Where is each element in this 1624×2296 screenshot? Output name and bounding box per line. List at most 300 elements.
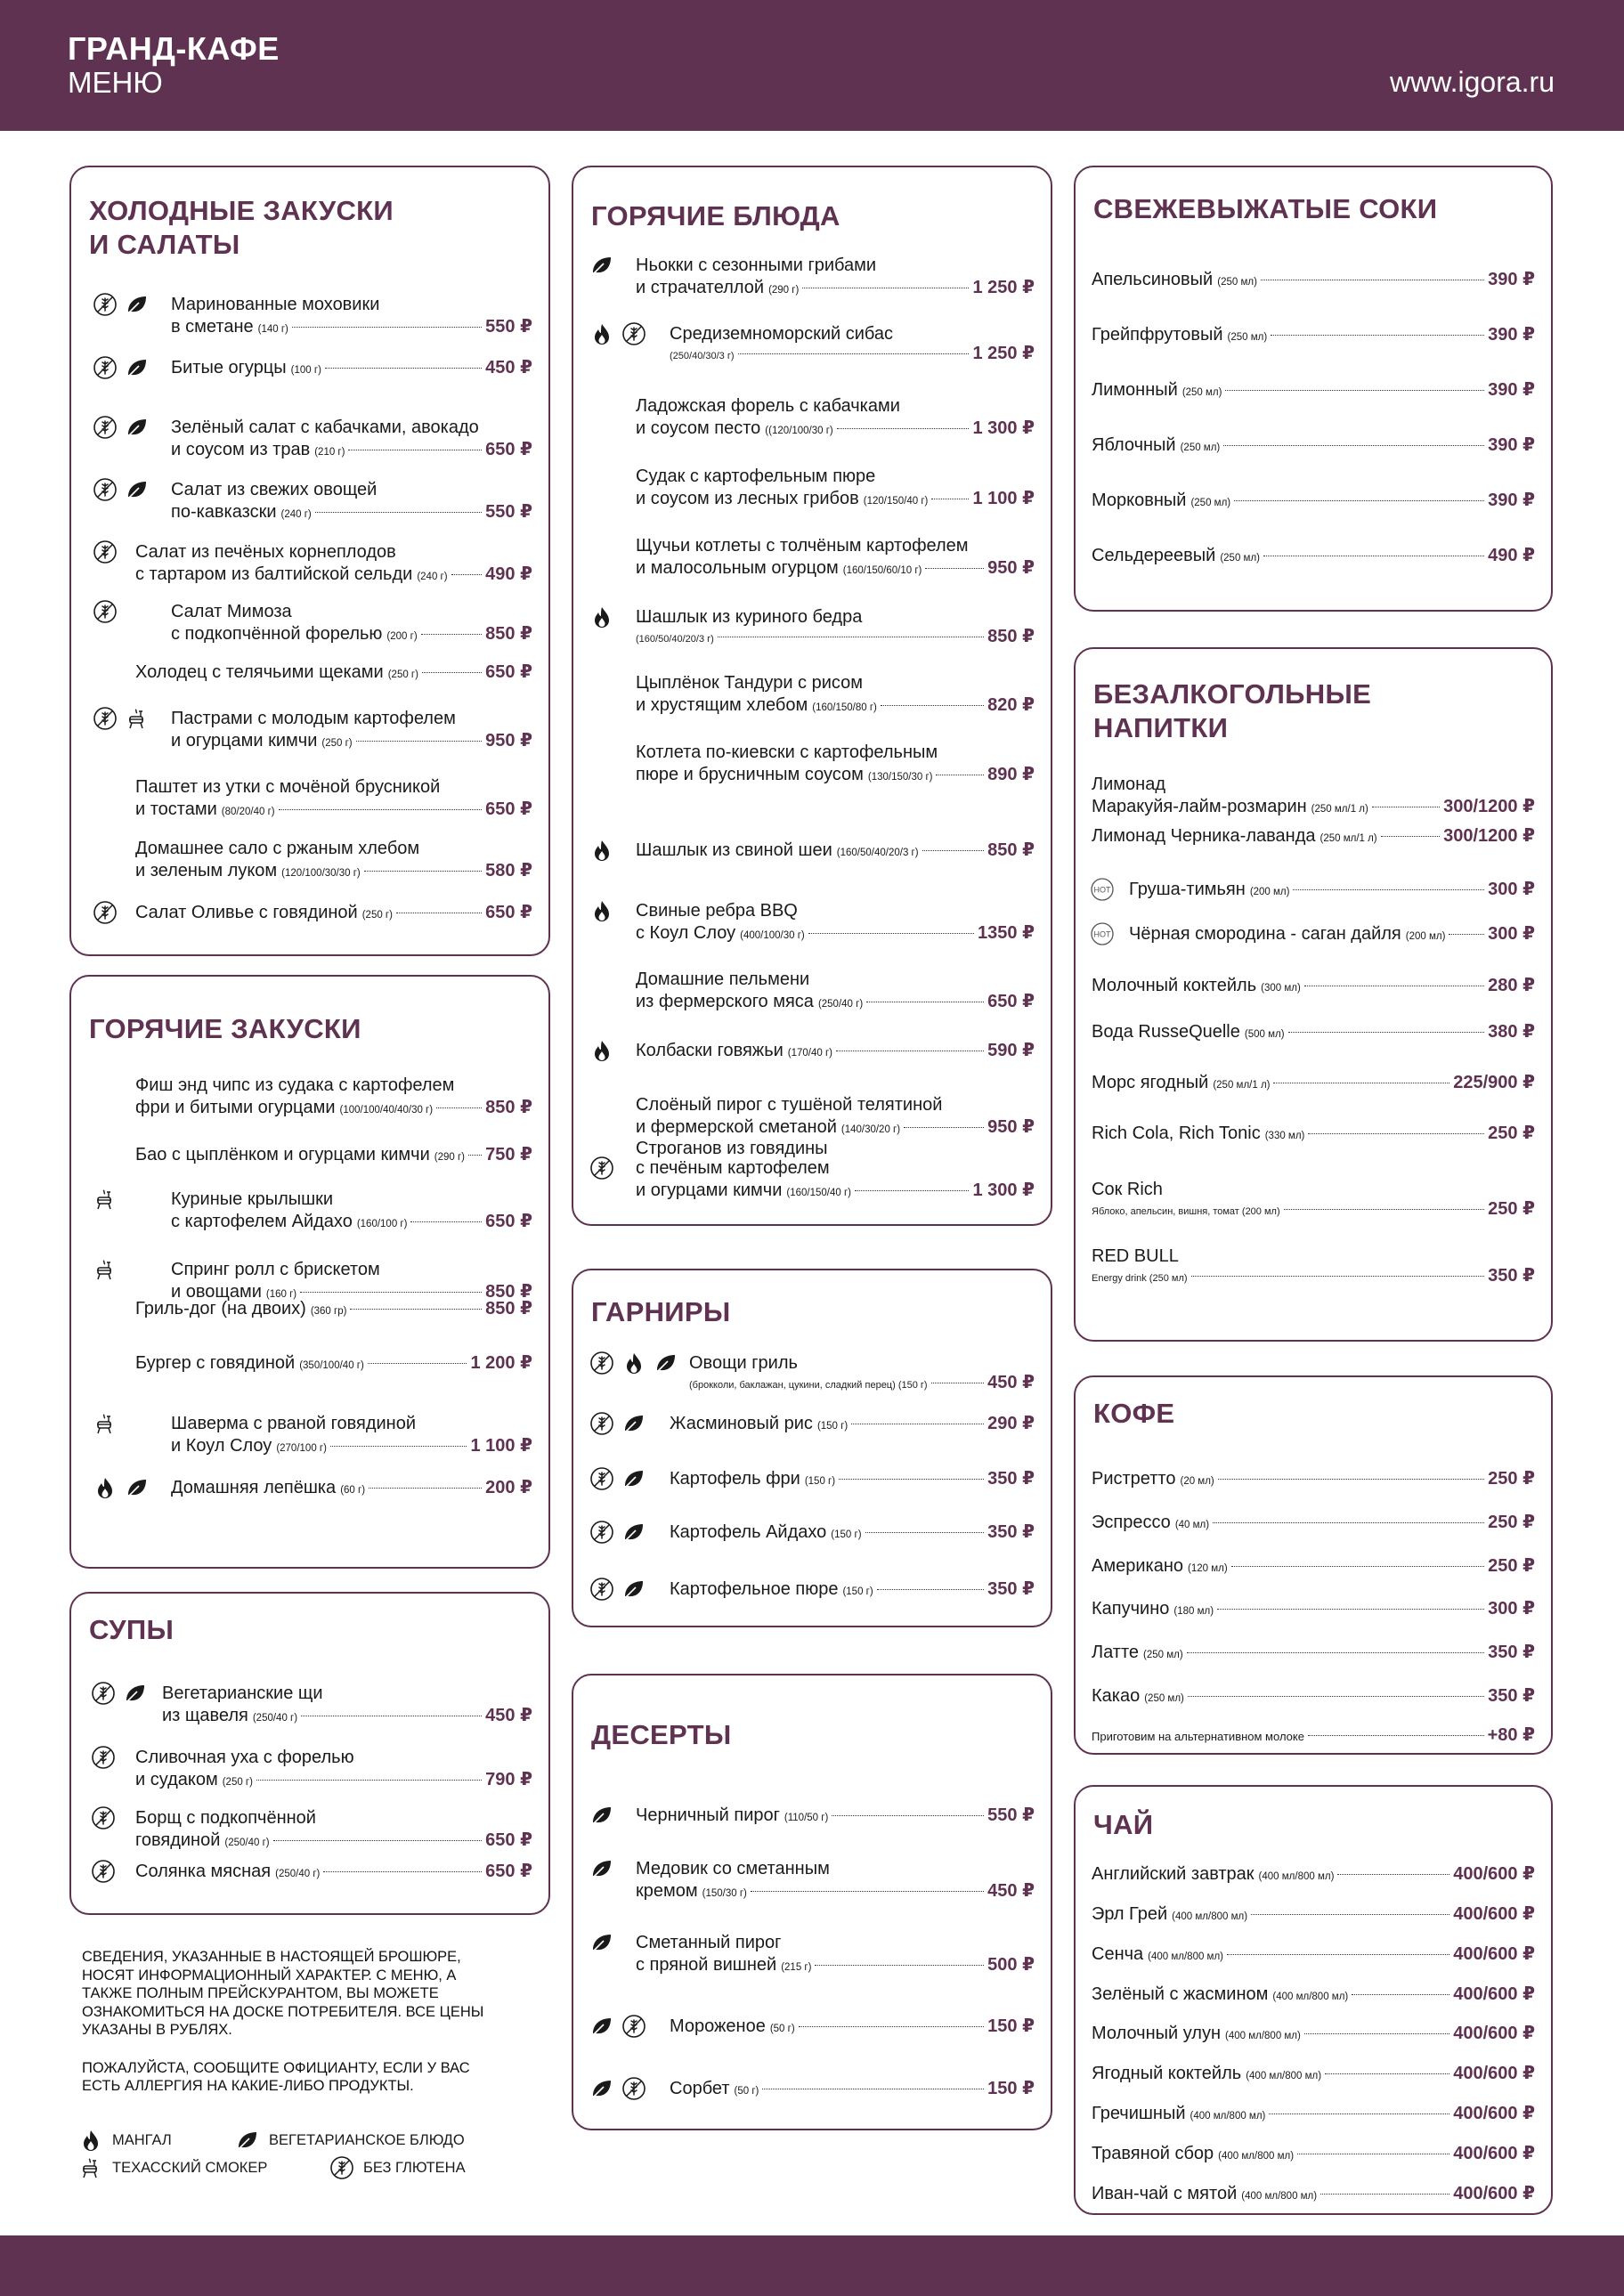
item-price-line	[670, 1521, 1035, 1546]
legend-vegetarian-label: ВЕГЕТАРИАНСКОЕ БЛЮДО	[269, 2131, 465, 2148]
item-price-line	[636, 840, 1035, 864]
item-price-line	[1092, 1903, 1535, 1927]
item-price: 290 ₽	[987, 1414, 1035, 1433]
legend-smoker	[78, 2155, 267, 2180]
dot-leader	[273, 1840, 483, 1841]
item-name: Английский завтрак	[1092, 1864, 1255, 1884]
item-price: 250 ₽	[1488, 1124, 1535, 1143]
dot-leader	[1269, 2113, 1449, 2114]
item-price: 650 ₽	[485, 1212, 532, 1231]
item-weight: (160 г)	[265, 1289, 297, 1300]
leaf-icon	[235, 2128, 260, 2153]
item-price-line	[1092, 2023, 1535, 2047]
website-link[interactable]: www.igora.ru	[1390, 66, 1555, 98]
item-weight: (400 мл/800 мл)	[1225, 2031, 1301, 2041]
item-price-line	[162, 1705, 532, 1729]
item-icons	[93, 1187, 118, 1212]
section-cold-appetizers	[69, 166, 550, 956]
dot-leader	[1188, 1696, 1484, 1697]
section-fresh-juices	[1074, 166, 1553, 612]
item-name: Лимонный	[1092, 380, 1178, 400]
item-price: 400/600 ₽	[1453, 2064, 1535, 2083]
item-name: Ягодный коктейль	[1092, 2064, 1242, 2083]
item-weight: (200 мл)	[1249, 887, 1290, 897]
item-name: Шашлык из куриного бедра	[636, 607, 863, 627]
item-name: Капучино	[1092, 1599, 1170, 1619]
gluten-free-icon	[93, 415, 118, 440]
dot-leader	[1352, 1994, 1449, 1995]
item-price: 490 ₽	[485, 564, 532, 584]
item-price-line	[636, 1954, 1035, 1978]
item-weight: (250 мл)	[1144, 1693, 1184, 1704]
item-price: 350 ₽	[1488, 1643, 1535, 1662]
item-weight: Яблоко, апельсин, вишня, томат (200 мл)	[1092, 1206, 1280, 1217]
item-price-line	[171, 1477, 532, 1501]
item-name: и соусом из лесных грибов	[636, 489, 859, 508]
item-name: Rich Cola, Rich Tonic	[1092, 1124, 1261, 1143]
item-price: 1 100 ₽	[972, 489, 1035, 508]
item-price-line	[1092, 1984, 1535, 2008]
item-icons	[589, 1156, 614, 1180]
item-price-line	[135, 902, 532, 926]
item-name: Морковный	[1092, 491, 1187, 510]
item-name-line: Строганов из говядины	[636, 1139, 828, 1158]
item-price: 1 100 ₽	[470, 1436, 532, 1456]
item-price: 850 ₽	[987, 627, 1035, 646]
item-weight: (250 г)	[387, 669, 418, 680]
item-name-line: Слоёный пирог с тушёной телятиной	[636, 1095, 943, 1115]
item-price: 850 ₽	[485, 1098, 532, 1117]
leaf-icon	[125, 415, 150, 440]
item-name: Холодец с телячьими щеками	[135, 662, 384, 682]
item-name-line: Паштет из утки с мочёной брусникой	[135, 777, 441, 797]
dot-leader	[323, 1871, 482, 1872]
dot-leader	[410, 1221, 482, 1222]
dot-leader	[368, 1363, 467, 1364]
leaf-icon	[589, 2014, 614, 2039]
item-price-line	[135, 860, 532, 884]
item-name: Гречишный	[1092, 2104, 1186, 2123]
dot-leader	[315, 512, 482, 513]
item-name-line: Лимонад	[1092, 775, 1166, 794]
item-weight: (50 г)	[769, 2024, 795, 2034]
dot-leader	[1251, 1914, 1449, 1915]
grill-icon	[78, 2128, 103, 2153]
section-title	[591, 199, 840, 233]
item-price-line	[636, 1180, 1035, 1204]
item-weight: (50 г)	[734, 2086, 759, 2097]
item-price-line	[1092, 434, 1535, 458]
svg-text:HOT: HOT	[1093, 885, 1111, 895]
item-weight: (150 г)	[842, 1586, 873, 1597]
item-name: Сельдереевый	[1092, 546, 1216, 565]
item-weight: (250 мл)	[1181, 387, 1222, 398]
item-weight: (400 мл/800 мл)	[1218, 2151, 1295, 2162]
item-weight: (160/50/40/20/3 г)	[636, 634, 714, 645]
item-price-line	[636, 694, 1035, 718]
item-name: говядиной	[135, 1830, 221, 1850]
item-name: Иван-чай с мятой	[1092, 2184, 1238, 2203]
section-title-line: И САЛАТЫ	[89, 229, 240, 260]
item-price: 1 300 ₽	[972, 1180, 1035, 1200]
item-price: 500 ₽	[987, 1955, 1035, 1975]
item-price-line	[1092, 269, 1535, 293]
svg-text:HOT: HOT	[1093, 929, 1111, 939]
item-name: Жасминовый рис	[670, 1414, 813, 1433]
item-icons	[589, 838, 614, 863]
gluten-free-icon	[589, 1156, 614, 1180]
item-price-line	[636, 1040, 1035, 1064]
item-price-line	[1092, 1072, 1535, 1096]
item-weight: (400 мл/800 мл)	[1172, 1911, 1248, 1922]
item-name: и хрустящим хлебом	[636, 695, 808, 715]
item-weight: (120/150/40 г)	[863, 496, 929, 507]
item-price: 950 ₽	[485, 731, 532, 750]
item-name: Сенча	[1092, 1944, 1144, 1964]
leaf-icon	[654, 1351, 678, 1375]
leaf-icon	[621, 1411, 646, 1436]
item-price: 300/1200 ₽	[1443, 826, 1535, 846]
item-price-line	[171, 316, 532, 340]
item-price-line	[1092, 1642, 1535, 1666]
item-weight: (400/100/30 г)	[740, 930, 805, 941]
dot-leader	[1284, 1209, 1485, 1210]
item-icons	[589, 1411, 646, 1436]
menu-subtitle: МЕНЮ	[68, 66, 163, 99]
item-weight: (брокколи, баклажан, цукини, сладкий перец) (150 г)	[689, 1380, 928, 1391]
item-price: 280 ₽	[1488, 976, 1535, 995]
item-price-line	[1092, 1198, 1535, 1222]
item-icons	[1090, 921, 1115, 946]
item-weight: (100/100/40/40/30 г)	[339, 1105, 434, 1116]
item-price: 1 250 ₽	[972, 278, 1035, 297]
item-price: 580 ₽	[485, 861, 532, 880]
item-price: 650 ₽	[485, 799, 532, 819]
item-price-line	[135, 661, 532, 686]
item-price-line	[670, 2016, 1035, 2040]
item-name-line: Свиные ребра BBQ	[636, 901, 798, 921]
item-weight: (130/150/30 г)	[867, 772, 933, 783]
item-price-line	[1092, 324, 1535, 348]
item-price: 1 200 ₽	[470, 1353, 532, 1373]
item-price-line	[1092, 490, 1535, 514]
item-price: 400/600 ₽	[1453, 1904, 1535, 1924]
item-weight: (250/40 г)	[224, 1838, 270, 1848]
item-price: 1 250 ₽	[972, 344, 1035, 363]
item-name: Молочный коктейль	[1092, 976, 1257, 995]
item-name-line: Цыплёнок Тандури с рисом	[636, 673, 863, 693]
section-title-line: ГОРЯЧИЕ ЗАКУСКИ	[89, 1013, 361, 1044]
item-price: +80 ₽	[1487, 1725, 1535, 1745]
dot-leader	[451, 574, 483, 575]
item-weight: (140 г)	[257, 324, 288, 335]
item-name: Эспрессо	[1092, 1513, 1171, 1532]
dot-leader	[799, 2026, 984, 2027]
item-weight: (100 г)	[290, 365, 321, 376]
item-name: из фермерского мяса	[636, 992, 814, 1011]
item-name: Лимонад Черника-лаванда	[1092, 826, 1316, 846]
item-weight: (180 мл)	[1173, 1606, 1214, 1617]
section-title-line: СВЕЖЕВЫЖАТЫЕ СОКИ	[1093, 193, 1438, 224]
item-name: Шашлык из свиной шеи	[636, 840, 832, 860]
item-price: 350 ₽	[987, 1469, 1035, 1489]
section-hot-appetizers	[69, 975, 550, 1569]
item-name: Груша-тимьян	[1129, 880, 1246, 899]
dot-leader	[279, 809, 483, 810]
legend-grill-label: МАНГАЛ	[112, 2131, 172, 2148]
item-price: 850 ₽	[485, 1282, 532, 1302]
section-title-line: ХОЛОДНЫЕ ЗАКУСКИ	[89, 195, 394, 226]
item-weight: (250/40/30/3 г)	[670, 351, 735, 361]
item-name: Чёрная смородина - саган дайля	[1129, 924, 1401, 944]
item-name: с картофелем Айдахо	[171, 1212, 353, 1231]
item-icons	[589, 321, 646, 346]
dot-leader	[815, 1965, 984, 1966]
smoker-icon	[93, 1257, 118, 1282]
grill-icon	[589, 321, 614, 346]
section-title	[89, 194, 394, 262]
item-name-line: Борщ с подкопчённой	[135, 1808, 316, 1828]
item-weight: (250 г)	[361, 910, 393, 921]
item-icons	[93, 540, 118, 564]
gluten-free-icon	[93, 900, 118, 925]
item-name: из щавеля	[162, 1706, 248, 1725]
item-weight: (240 г)	[280, 509, 312, 520]
item-name: Черничный пирог	[636, 1805, 780, 1825]
item-price-line	[1092, 1555, 1535, 1579]
item-name-line: Вегетарианские щи	[162, 1683, 323, 1703]
item-weight: (250 г)	[222, 1777, 253, 1788]
item-price-line	[1092, 2063, 1535, 2087]
info-note	[82, 1948, 491, 2096]
item-weight: (215 г)	[781, 1962, 812, 1973]
section-title	[1093, 677, 1371, 745]
gluten-free-icon	[91, 1681, 116, 1706]
dot-leader	[877, 1589, 984, 1590]
item-icons	[589, 253, 614, 278]
item-price: 650 ₽	[485, 662, 532, 682]
dot-leader	[364, 871, 482, 872]
dot-leader	[837, 428, 970, 429]
item-weight: (250 мл)	[1220, 553, 1260, 564]
item-name-line: Домашние пельмени	[636, 970, 810, 989]
item-name-line: Спринг ролл с брискетом	[171, 1260, 380, 1279]
item-note: Приготовим на альтернативном молоке	[1092, 1730, 1304, 1743]
item-name-line: Салат Мимоза	[171, 602, 292, 621]
item-weight: (400 мл/800 мл)	[1258, 1871, 1335, 1882]
item-price-line	[636, 277, 1035, 301]
item-weight: (200 мл)	[1405, 931, 1446, 942]
item-name: Овощи гриль	[689, 1353, 798, 1373]
allergy-note-paragraph: ПОЖАЛУЙСТА, СООБЩИТЕ ОФИЦИАНТУ, ЕСЛИ У ВАС ЕСТЬ АЛЛЕРГИЯ НА КАКИЕ-ЛИБО ПРОДУКТЫ.	[82, 2059, 470, 2094]
item-weight: (270/100 г)	[276, 1443, 327, 1454]
item-weight: (110/50 г)	[784, 1813, 829, 1823]
section-title-line: ГАРНИРЫ	[591, 1296, 731, 1327]
item-icons	[93, 1257, 118, 1282]
dot-leader	[1271, 335, 1484, 336]
dot-leader	[922, 850, 985, 851]
item-price-line	[1092, 825, 1535, 849]
item-price: 450 ₽	[987, 1373, 1035, 1392]
item-price-line	[171, 730, 532, 754]
item-icons	[589, 1038, 614, 1063]
item-name-line: Ладожская форель с кабачками	[636, 396, 900, 416]
item-price: 300/1200 ₽	[1443, 797, 1535, 816]
legend-gluten-free	[329, 2155, 466, 2180]
item-price: 300 ₽	[1488, 924, 1535, 944]
item-name-line: Сметанный пирог	[636, 1933, 782, 1952]
item-price-line	[1092, 2143, 1535, 2167]
item-name: Сок Rich	[1092, 1180, 1163, 1199]
item-weight: (210 г)	[314, 447, 345, 458]
item-name-line: Шаверма с рваной говядиной	[171, 1414, 417, 1433]
gluten-free-icon	[93, 706, 118, 731]
item-name: Бургер с говядиной	[135, 1353, 296, 1373]
item-name: с пряной вишней	[636, 1955, 777, 1975]
gluten-free-icon	[589, 1351, 614, 1375]
item-price: 400/600 ₽	[1453, 2144, 1535, 2163]
gluten-free-icon	[589, 1577, 614, 1602]
leaf-icon	[123, 1681, 148, 1706]
section-soft-drinks	[1074, 647, 1553, 1342]
item-price-line	[171, 1435, 532, 1459]
item-weight: (250/40 г)	[252, 1713, 298, 1724]
dot-leader	[1223, 445, 1484, 446]
item-price: 650 ₽	[485, 1862, 532, 1881]
dot-leader	[1217, 1609, 1484, 1610]
item-price: 250 ₽	[1488, 1513, 1535, 1532]
section-title	[1093, 1808, 1153, 1842]
dot-leader	[300, 1292, 482, 1293]
dot-leader	[330, 1446, 467, 1447]
item-price: 350 ₽	[987, 1522, 1035, 1542]
item-price: 350 ₽	[1488, 1266, 1535, 1286]
item-name: Картофель Айдахо	[670, 1522, 827, 1542]
item-weight: (400 мл/800 мл)	[1246, 2071, 1322, 2081]
item-price: 400/600 ₽	[1453, 2184, 1535, 2203]
dot-leader	[1288, 1032, 1485, 1033]
item-price: 650 ₽	[485, 903, 532, 922]
dot-leader	[1231, 1566, 1484, 1567]
item-weight: (240 г)	[417, 572, 448, 582]
item-name: Картофель фри	[670, 1469, 800, 1489]
item-name: фри и битыми огурцами	[135, 1098, 336, 1117]
item-icons	[589, 2076, 646, 2101]
item-price-line	[171, 1211, 532, 1235]
item-price-line	[1092, 1863, 1535, 1887]
item-price-line	[636, 1880, 1035, 1904]
item-price: 390 ₽	[1488, 491, 1535, 510]
item-name: Какао	[1092, 1686, 1141, 1706]
item-price-line	[670, 1468, 1035, 1492]
item-icons	[91, 1681, 148, 1706]
item-price-line	[135, 1829, 532, 1854]
item-price-line	[135, 564, 532, 588]
item-price: 400/600 ₽	[1453, 1864, 1535, 1884]
gluten-free-icon	[329, 2155, 354, 2180]
item-price-line	[636, 626, 1035, 650]
gluten-free-icon	[621, 321, 646, 346]
item-price-line	[689, 1372, 1035, 1396]
leaf-icon	[589, 1930, 614, 1955]
item-weight: (80/20/40 г)	[221, 807, 275, 817]
item-icons	[93, 900, 118, 925]
dot-leader	[751, 1891, 984, 1892]
item-price-line	[1092, 2103, 1535, 2127]
item-price: 390 ₽	[1488, 270, 1535, 289]
gluten-free-icon	[93, 355, 118, 380]
item-name: и зеленым луком	[135, 861, 278, 880]
item-name: и страчателлой	[636, 278, 765, 297]
item-price: 650 ₽	[987, 992, 1035, 1011]
item-price: 400/600 ₽	[1453, 2104, 1535, 2123]
item-price: 950 ₽	[987, 1117, 1035, 1137]
item-price-line	[1092, 1724, 1535, 1748]
item-price: 390 ₽	[1488, 325, 1535, 345]
leaf-icon	[589, 1856, 614, 1881]
section-hot-dishes	[572, 166, 1052, 1226]
cafe-title: ГРАНД-КАФЕ	[68, 30, 280, 67]
dot-leader	[1308, 1133, 1484, 1134]
item-price-line	[1092, 545, 1535, 569]
item-price-line	[1092, 975, 1535, 999]
item-price-line	[636, 764, 1035, 788]
item-weight: (400 мл/800 мл)	[1190, 2111, 1266, 2122]
dot-leader	[350, 1309, 482, 1310]
item-name: и соусом песто	[636, 418, 761, 438]
dot-leader	[422, 672, 482, 673]
item-weight: (360 гр)	[310, 1306, 347, 1317]
item-price-line	[171, 439, 532, 463]
item-name-line: с печёным картофелем	[636, 1158, 830, 1178]
item-weight: (400 мл/800 мл)	[1148, 1951, 1224, 1962]
item-name-line: Фиш энд чипс из судака с картофелем	[135, 1075, 455, 1095]
item-price: 850 ₽	[485, 624, 532, 644]
dot-leader	[1304, 2033, 1449, 2034]
item-icons	[1090, 877, 1115, 902]
item-weight: (140/30/20 г)	[840, 1124, 901, 1135]
item-price-line	[1092, 1123, 1535, 1147]
item-price-line	[1092, 1598, 1535, 1622]
item-price: 250 ₽	[1488, 1199, 1535, 1219]
item-price: 450 ₽	[987, 1881, 1035, 1901]
item-name: Морс ягодный	[1092, 1073, 1209, 1092]
item-name: Ристретто	[1092, 1469, 1176, 1489]
legend-smoker-label: ТЕХАССКИЙ СМОКЕР	[112, 2159, 268, 2176]
item-name: Латте	[1092, 1643, 1140, 1662]
item-name: и огурцами кимчи	[636, 1180, 783, 1200]
item-name: RED BULL	[1092, 1246, 1179, 1266]
item-name-line: Салат из печёных корнеплодов	[135, 542, 396, 562]
item-name: с тартаром из балтийской сельди	[135, 564, 413, 584]
item-price: 490 ₽	[1488, 546, 1535, 565]
item-price-line	[135, 1861, 532, 1885]
item-price-line	[670, 343, 1035, 367]
item-name: Молочный улун	[1092, 2024, 1221, 2043]
grill-icon	[589, 604, 614, 629]
item-icons	[93, 355, 150, 380]
grill-icon	[589, 838, 614, 863]
item-name: Салат Оливье с говядиной	[135, 903, 358, 922]
item-name: Апельсиновый	[1092, 270, 1214, 289]
item-icons	[93, 1411, 118, 1436]
item-price: 850 ₽	[485, 1299, 532, 1318]
item-icons	[589, 1930, 614, 1955]
dot-leader	[356, 741, 483, 742]
smoker-icon	[93, 1411, 118, 1436]
dot-leader	[1293, 889, 1484, 890]
leaf-icon	[621, 1466, 646, 1491]
